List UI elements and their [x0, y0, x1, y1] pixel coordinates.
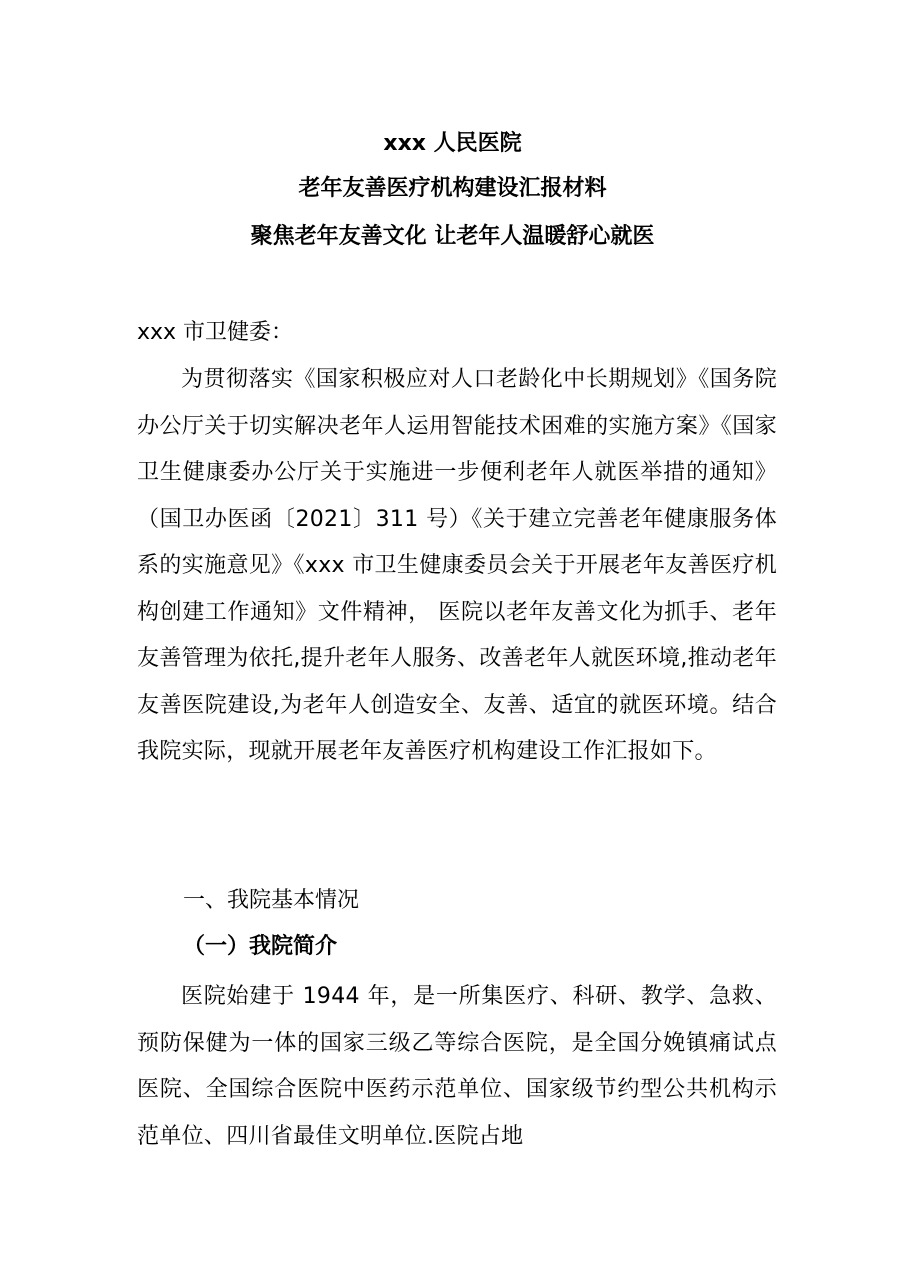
intro-paragraph-block: [137, 357, 777, 776]
subsection-heading: （一）我院简介: [183, 934, 338, 959]
hospital-intro-paragraph: 医院始建于 1944 年，是一所集医疗、科研、教学、急救、预防保健为一体的国家三级乙等综合医院，是全国分娩镇痛试点医院、全国综合医院中医药示范单位、国家级节约型公共机构示范单位、四川省最佳文明单位.医院占地: [137, 984, 777, 1149]
intro-paragraph: 为贯彻落实《国家积极应对人口老龄化中长期规划》《国务院办公厅关于切实解决老年人运用智能技术困难的实施方案》《国家卫生健康委办公厅关于实施进一步便利老年人就医举措的通知》（国卫办医函〔2021〕311 号）《关于建立完善老年健康服务体系的实施意见》《xxx 市卫生健康委员会关于开展老年友善医疗机构创建工作通知》文件精神， 医院以老年友善文化为抓手、老年友善管理为依托,提升老年人服务、改善老年人就医环境,推动老年友善医院建设,为老年人创造安全、友善、适宜的就医环境。结合我院实际，现就开展老年友善医疗机构建设工作汇报如下。: [137, 367, 777, 764]
section-heading: 一、我院基本情况: [183, 888, 360, 913]
hospital-name-title: xxx 人民医院: [383, 131, 522, 156]
report-subtitle: 聚焦老年友善文化 让老年人温暖舒心就医: [250, 224, 655, 249]
salutation: xxx 市卫健委：: [137, 320, 294, 345]
report-title: 老年友善医疗机构建设汇报材料: [298, 176, 607, 201]
hospital-intro-paragraph-block: [137, 974, 777, 1160]
